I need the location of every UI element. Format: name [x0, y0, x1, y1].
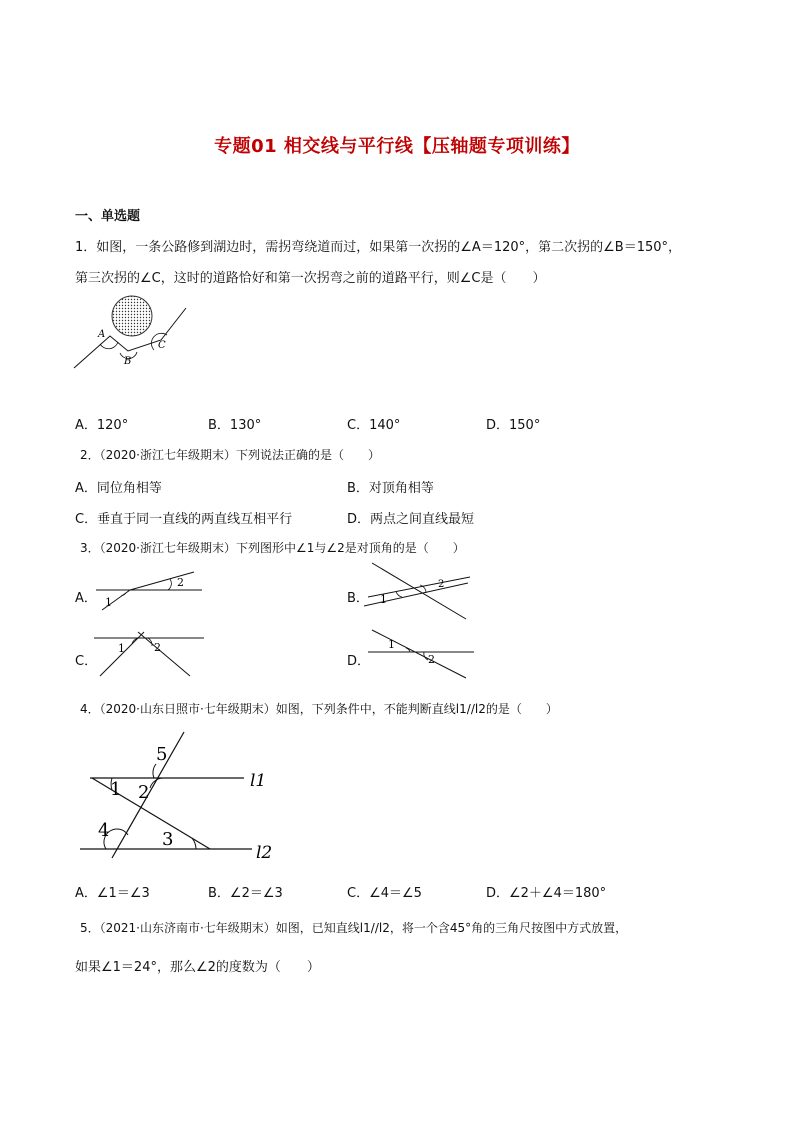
q1-stem-line1: 1．如图，一条公路修到湖边时，需拐弯绕道而过，如果第一次拐的∠A＝120°，第二次拐的∠B＝150°，	[75, 240, 682, 255]
q3d-label-2: 2	[428, 653, 435, 666]
q2-stem: 2．（2020·浙江七年级期末）下列说法正确的是（ ）	[80, 448, 380, 462]
q3d-label-1: 1	[388, 638, 395, 651]
q2-option-a[interactable]: A．同位角相等	[75, 481, 162, 496]
q3c-label-1: 1	[118, 642, 125, 655]
q1-option-b[interactable]: B．130°	[208, 418, 262, 433]
q3a-label-1: 1	[105, 596, 112, 609]
q4-label-2: 2	[138, 782, 150, 803]
q5-stem-line1: 5．（2021·山东济南市·七年级期末）如图，已知直线l1//l2，将一个含45°角的三角尺按图中方式放置，	[80, 921, 628, 935]
q2-option-b[interactable]: B．对顶角相等	[347, 481, 434, 496]
q3-figure-c	[90, 630, 210, 678]
q4-label-l1: l1	[250, 771, 267, 791]
lake-shape	[112, 296, 152, 336]
q4-option-c[interactable]: C．∠4＝∠5	[347, 886, 422, 901]
q4-label-3: 3	[162, 829, 174, 850]
q3-option-d[interactable]: D．	[347, 654, 371, 669]
q3-figure-a	[90, 566, 210, 612]
label-c: C	[158, 340, 166, 351]
q1-option-d[interactable]: D．150°	[486, 418, 541, 433]
q4-stem: 4．（2020·山东日照市·七年级期末）如图，下列条件中，不能判断直线l1//l2的是（ ）	[80, 702, 558, 716]
q1-road-figure	[70, 292, 200, 374]
q4-option-b[interactable]: B．∠2＝∠3	[208, 886, 283, 901]
q3-option-c[interactable]: C．	[75, 654, 98, 669]
q4-label-5: 5	[156, 744, 168, 765]
section-heading: 一、单选题	[75, 209, 141, 224]
q4-option-d[interactable]: D．∠2＋∠4＝180°	[486, 886, 607, 901]
label-b: B	[124, 356, 132, 367]
q1-option-c[interactable]: C．140°	[347, 418, 401, 433]
q1-option-a[interactable]: A．120°	[75, 418, 129, 433]
q3b-label-1: 1	[380, 593, 387, 606]
q4-option-a[interactable]: A．∠1＝∠3	[75, 886, 150, 901]
q3-figure-b	[362, 561, 474, 623]
q2-option-d[interactable]: D．两点之间直线最短	[347, 512, 475, 527]
page-title: 专题01 相交线与平行线【压轴题专项训练】	[214, 136, 580, 157]
q2-option-c[interactable]: C．垂直于同一直线的两直线互相平行	[75, 512, 293, 527]
label-a: A	[98, 329, 106, 340]
q3b-label-2: 2	[438, 579, 445, 590]
q3-figure-d	[366, 626, 476, 680]
q4-parallel-lines-figure	[72, 730, 282, 865]
q4-label-1: 1	[110, 779, 122, 800]
q3-option-a[interactable]: A．	[75, 591, 97, 606]
q3c-label-2: 2	[154, 641, 161, 654]
q1-stem-line2: 第三次拐的∠C，这时的道路恰好和第一次拐弯之前的道路平行，则∠C是（ ）	[75, 271, 546, 286]
q3a-label-2: 2	[177, 576, 184, 589]
q4-label-l2: l2	[256, 843, 273, 863]
q4-label-4: 4	[98, 820, 110, 841]
q3-option-b[interactable]: B．	[347, 591, 369, 606]
q3-stem: 3．（2020·浙江七年级期末）下列图形中∠1与∠2是对顶角的是（ ）	[80, 541, 465, 555]
q5-stem-line2: 如果∠1＝24°，那么∠2的度数为（ ）	[75, 960, 320, 975]
